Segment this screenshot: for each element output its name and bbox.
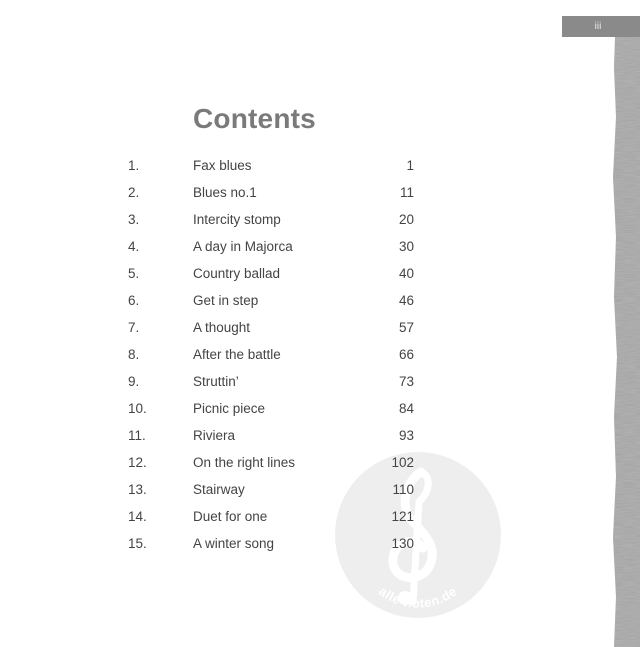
toc-entry-number: 12. [128,455,147,470]
toc-entry-number: 14. [128,509,147,524]
toc-entry-number: 9. [128,374,140,389]
toc-entry-page: 57 [398,320,414,335]
toc-entry-number: 11. [128,428,146,443]
toc-entry-page: 20 [398,212,414,227]
toc-entry [0,507,610,527]
toc-entry-title: On the right lines [193,455,296,470]
toc-entry-page: 66 [398,347,414,362]
toc-entry-title: A day in Majorca [193,239,293,254]
toc-entry-title: Country ballad [193,266,281,281]
toc-entry-number: 4. [128,239,140,254]
toc-entry [0,534,610,554]
toc-entry-page: 40 [398,266,414,281]
toc-entry [0,264,610,284]
toc-entry-page: 73 [398,374,414,389]
toc-entry-title: Blues no.1 [193,185,257,200]
toc-entry-page: 1 [406,158,414,173]
toc-entry-title: After the battle [193,347,281,362]
toc-entry-title: A winter song [193,536,275,551]
toc-entry-page: 30 [398,239,414,254]
toc-entry-number: 7. [128,320,140,335]
toc-entry [0,318,610,338]
toc-entry [0,156,610,176]
toc-entry-title: Get in step [193,293,259,308]
toc-entry-title: Duet for one [193,509,268,524]
toc-entry-page: 11 [399,185,414,200]
toc-entry-title: Struttin’ [193,374,239,389]
toc-entry-number: 10. [128,401,147,416]
toc-entry-title: Stairway [193,482,245,497]
toc-entry-number: 5. [128,266,140,281]
watermark-text: alle-noten.de [376,583,460,611]
toc-entry-page: 102 [391,455,414,470]
toc-entry [0,291,610,311]
toc-entry-title: A thought [193,320,251,335]
toc-entry-title: Riviera [193,428,236,443]
toc-entry-page: 110 [392,482,414,497]
toc-entry-number: 2. [128,185,140,200]
toc-entry [0,183,610,203]
toc-entry-number: 15. [128,536,147,551]
toc-entry-number: 1. [128,158,140,173]
toc-entry [0,480,610,500]
toc-entry-number: 3. [128,212,140,227]
toc-entry [0,237,610,257]
toc-entry [0,345,610,365]
page-number: iii [594,21,602,32]
toc-entry-title: Intercity stomp [193,212,281,227]
toc-entry [0,372,610,392]
page-title: Contents [193,103,316,134]
toc-entry [0,453,610,473]
toc-entry [0,399,610,419]
page-edge-texture-graphic [611,37,640,647]
toc-entry [0,210,610,230]
page-edge-texture [611,37,640,647]
toc-entry-number: 6. [128,293,140,308]
toc-entry-title: Fax blues [193,158,252,173]
toc-entry-page: 93 [398,428,414,443]
toc-entry-number: 8. [128,347,140,362]
toc-entry-title: Picnic piece [193,401,266,416]
toc-entry-page: 84 [398,401,414,416]
toc-entry [0,426,610,446]
toc-entry-number: 13. [128,482,147,497]
toc-entry-page: 121 [391,509,414,524]
toc-entry-page: 46 [398,293,414,308]
toc-entry-page: 130 [391,536,414,551]
